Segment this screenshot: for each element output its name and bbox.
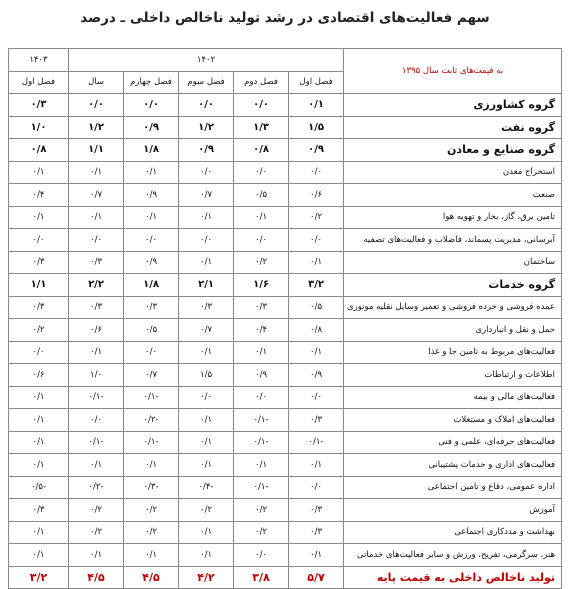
value-cell: ۰/۳ — [9, 251, 69, 274]
value-cell: ۱/۱ — [9, 274, 69, 297]
table-row — [9, 116, 562, 139]
table-row — [9, 341, 562, 364]
unit-note: به قیمت‌های ثابت سال ۱۳۹۵ — [344, 49, 562, 94]
table-row — [9, 229, 562, 252]
value-cell: ۰/۲ — [124, 499, 179, 522]
value-cell: ۰/۰ — [234, 229, 289, 252]
value-cell: ۰/۱ — [9, 431, 69, 454]
col-1402-q3: فصل سوم — [179, 71, 234, 94]
table-row — [9, 206, 562, 229]
value-cell: ۰/۱ — [234, 206, 289, 229]
value-cell: ۰/۵ — [289, 296, 344, 319]
value-cell: ۰/۱ — [289, 544, 344, 567]
value-cell: ۰/۰ — [179, 386, 234, 409]
value-cell: ۰/۰ — [234, 94, 289, 117]
value-cell: ۰/۱ — [179, 454, 234, 477]
value-cell: ۰/۱ — [69, 341, 124, 364]
value-cell: ۰/۰ — [289, 229, 344, 252]
table-row — [9, 476, 562, 499]
value-cell: ۰/۰ — [9, 341, 69, 364]
value-cell: -۰/۱ — [234, 431, 289, 454]
total-row — [9, 566, 562, 589]
value-cell: ۰/۰ — [69, 229, 124, 252]
value-cell: -۰/۲ — [69, 476, 124, 499]
row-label: ساختمان — [344, 251, 562, 274]
value-cell: ۰/۹ — [124, 251, 179, 274]
total-value-cell: ۳/۲ — [9, 566, 69, 589]
value-cell: ۰/۰ — [124, 341, 179, 364]
row-label: هنر، سرگرمی، تفریح، ورزش و سایر فعالیت‌های خدماتی — [344, 544, 562, 567]
value-cell: ۰/۰ — [234, 161, 289, 184]
col-1402-year: سال — [69, 71, 124, 94]
value-cell: ۰/۱ — [179, 409, 234, 432]
value-cell: ۰/۱ — [69, 161, 124, 184]
row-label: گروه نفت — [344, 116, 562, 139]
table-row — [9, 94, 562, 117]
value-cell: -۰/۳ — [124, 476, 179, 499]
value-cell: ۱/۳ — [234, 116, 289, 139]
value-cell: -۰/۱ — [69, 431, 124, 454]
value-cell: ۰/۳ — [179, 296, 234, 319]
row-label: عمده فروشی و خرده فروشی و تعمیر وسایل نقلیه موتوری — [344, 296, 562, 319]
value-cell: ۰/۲ — [234, 251, 289, 274]
table-row — [9, 251, 562, 274]
row-label: استخراج معدن — [344, 161, 562, 184]
total-value-cell: ۳/۸ — [234, 566, 289, 589]
page-title: سهم فعالیت‌های اقتصادی در رشد تولید ناخالص داخلی ـ درصد — [80, 10, 490, 26]
row-label: گروه خدمات — [344, 274, 562, 297]
value-cell: ۰/۱ — [124, 544, 179, 567]
total-value-cell: ۴/۵ — [69, 566, 124, 589]
value-cell: ۱/۲ — [179, 116, 234, 139]
table-row — [9, 431, 562, 454]
table-body — [9, 94, 562, 589]
value-cell: ۰/۴ — [234, 319, 289, 342]
value-cell: ۰/۰ — [289, 161, 344, 184]
value-cell: ۰/۱ — [69, 206, 124, 229]
col-1402-q4: فصل چهارم — [124, 71, 179, 94]
value-cell: ۰/۰ — [234, 386, 289, 409]
value-cell: ۰/۳ — [9, 499, 69, 522]
row-label: بهداشت و مددکاری اجتماعی — [344, 521, 562, 544]
value-cell: ۰/۷ — [69, 184, 124, 207]
value-cell: -۰/۱ — [124, 386, 179, 409]
value-cell: ۰/۰ — [9, 229, 69, 252]
value-cell: ۰/۲ — [9, 319, 69, 342]
value-cell: ۰/۰ — [124, 94, 179, 117]
total-label: تولید ناخالص داخلی به قیمت پایه — [344, 566, 562, 589]
row-label: گروه صنایع و معادن — [344, 139, 562, 162]
value-cell: ۰/۲ — [124, 521, 179, 544]
value-cell: ۰/۰ — [69, 409, 124, 432]
value-cell: ۰/۱ — [9, 161, 69, 184]
row-label: فعالیت‌های حرفه‌ای، علمی و فنی — [344, 431, 562, 454]
row-label: گروه کشاورزی — [344, 94, 562, 117]
row-label: آبرسانی، مدیریت پسماند، فاضلاب و فعالیت‌های تصفیه — [344, 229, 562, 252]
value-cell: ۱/۵ — [179, 364, 234, 387]
value-cell: ۰/۰ — [69, 94, 124, 117]
table-row — [9, 274, 562, 297]
value-cell: ۰/۰ — [289, 476, 344, 499]
value-cell: -۰/۲ — [124, 409, 179, 432]
value-cell: ۰/۱ — [289, 341, 344, 364]
row-label: اطلاعات و ارتباطات — [344, 364, 562, 387]
value-cell: ۰/۳ — [289, 521, 344, 544]
value-cell: ۰/۸ — [234, 139, 289, 162]
table-row — [9, 499, 562, 522]
value-cell: ۰/۱ — [124, 206, 179, 229]
total-value-cell: ۵/۷ — [289, 566, 344, 589]
value-cell: -۰/۱ — [124, 431, 179, 454]
total-value-cell: ۴/۲ — [179, 566, 234, 589]
value-cell: ۰/۲ — [69, 499, 124, 522]
value-cell: ۰/۷ — [179, 184, 234, 207]
value-cell: ۰/۹ — [124, 116, 179, 139]
value-cell: ۰/۱ — [9, 454, 69, 477]
value-cell: ۰/۶ — [289, 184, 344, 207]
value-cell: -۰/۱ — [289, 431, 344, 454]
year-1403: ۱۴۰۳ — [9, 49, 69, 72]
value-cell: ۰/۵ — [234, 184, 289, 207]
value-cell: ۱/۸ — [124, 139, 179, 162]
value-cell: -۰/۵ — [9, 476, 69, 499]
value-cell: ۰/۱ — [69, 544, 124, 567]
value-cell: ۰/۶ — [69, 319, 124, 342]
table-row — [9, 364, 562, 387]
value-cell: ۰/۰ — [179, 161, 234, 184]
value-cell: ۰/۲ — [289, 206, 344, 229]
row-label: تامین برق، گاز، بخار و تهویه هوا — [344, 206, 562, 229]
value-cell: ۰/۱ — [179, 251, 234, 274]
total-value-cell: ۴/۵ — [124, 566, 179, 589]
value-cell: -۰/۱ — [69, 386, 124, 409]
table-row — [9, 544, 562, 567]
value-cell: ۰/۳ — [124, 296, 179, 319]
value-cell: ۰/۹ — [289, 364, 344, 387]
value-cell: ۰/۷ — [179, 319, 234, 342]
value-cell: ۰/۸ — [9, 139, 69, 162]
row-label: صنعت — [344, 184, 562, 207]
value-cell: ۰/۱ — [124, 454, 179, 477]
value-cell: ۱/۶ — [234, 274, 289, 297]
col-1403-q1: فصل اول — [9, 71, 69, 94]
value-cell: ۰/۹ — [289, 139, 344, 162]
header-row-years — [9, 49, 562, 72]
value-cell: ۲/۱ — [179, 274, 234, 297]
value-cell: ۰/۶ — [9, 364, 69, 387]
row-label: حمل و نقل و انبارداری — [344, 319, 562, 342]
value-cell: ۰/۳ — [9, 296, 69, 319]
value-cell: ۰/۱ — [179, 544, 234, 567]
row-label: اداره عمومی، دفاع و تامین اجتماعی — [344, 476, 562, 499]
value-cell: ۰/۰ — [179, 94, 234, 117]
value-cell: ۰/۲ — [179, 499, 234, 522]
table-row — [9, 161, 562, 184]
value-cell: ۰/۲ — [69, 521, 124, 544]
table-row — [9, 521, 562, 544]
value-cell: ۰/۱ — [9, 206, 69, 229]
value-cell: ۰/۰ — [124, 229, 179, 252]
value-cell: ۰/۱ — [179, 341, 234, 364]
table-row — [9, 454, 562, 477]
value-cell: ۰/۴ — [9, 184, 69, 207]
value-cell: ۱/۱ — [69, 139, 124, 162]
value-cell: ۰/۳ — [289, 409, 344, 432]
value-cell: ۰/۳ — [69, 251, 124, 274]
value-cell: ۰/۳ — [289, 499, 344, 522]
value-cell: ۲/۲ — [69, 274, 124, 297]
year-1402: ۱۴۰۲ — [69, 49, 344, 72]
value-cell: ۰/۱ — [69, 454, 124, 477]
value-cell: ۱/۸ — [124, 274, 179, 297]
gdp-contribution-table — [8, 48, 562, 589]
value-cell: ۰/۳ — [69, 296, 124, 319]
value-cell: ۰/۱ — [289, 251, 344, 274]
value-cell: ۱/۵ — [289, 116, 344, 139]
value-cell: ۰/۱ — [9, 521, 69, 544]
value-cell: ۰/۱ — [179, 521, 234, 544]
row-label: آموزش — [344, 499, 562, 522]
value-cell: ۰/۱ — [9, 409, 69, 432]
value-cell: ۰/۸ — [289, 319, 344, 342]
value-cell: ۰/۱ — [9, 386, 69, 409]
value-cell: ۰/۱ — [179, 431, 234, 454]
value-cell: ۰/۳ — [9, 94, 69, 117]
table-row — [9, 386, 562, 409]
value-cell: ۰/۱ — [289, 454, 344, 477]
col-1402-q2: فصل دوم — [234, 71, 289, 94]
value-cell: ۰/۱ — [289, 94, 344, 117]
value-cell: ۰/۲ — [234, 499, 289, 522]
value-cell: ۰/۹ — [234, 364, 289, 387]
value-cell: -۰/۱ — [234, 409, 289, 432]
value-cell: -۰/۱ — [234, 476, 289, 499]
value-cell: ۰/۱ — [234, 454, 289, 477]
value-cell: ۱/۰ — [9, 116, 69, 139]
col-1402-q1: فصل اول — [289, 71, 344, 94]
value-cell: ۰/۹ — [124, 184, 179, 207]
value-cell: ۰/۰ — [179, 229, 234, 252]
value-cell: ۳/۲ — [289, 274, 344, 297]
value-cell: ۰/۷ — [124, 364, 179, 387]
table-row — [9, 139, 562, 162]
row-label: فعالیت‌های مالی و بیمه — [344, 386, 562, 409]
row-label: فعالیت‌های املاک و مستغلات — [344, 409, 562, 432]
value-cell: ۱/۲ — [69, 116, 124, 139]
row-label: فعالیت‌های مربوط به تامین جا و غذا — [344, 341, 562, 364]
value-cell: ۰/۰ — [234, 544, 289, 567]
value-cell: ۰/۲ — [234, 521, 289, 544]
value-cell: ۰/۳ — [234, 296, 289, 319]
row-label: فعالیت‌های اداری و خدمات پشتیبانی — [344, 454, 562, 477]
value-cell: ۰/۹ — [179, 139, 234, 162]
value-cell: ۰/۱ — [124, 161, 179, 184]
table-row — [9, 409, 562, 432]
value-cell: ۰/۱ — [234, 341, 289, 364]
value-cell: ۰/۱ — [179, 206, 234, 229]
table-row — [9, 184, 562, 207]
value-cell: ۰/۱ — [9, 544, 69, 567]
table-row — [9, 296, 562, 319]
value-cell: -۰/۴ — [179, 476, 234, 499]
table-row — [9, 319, 562, 342]
value-cell: ۰/۰ — [289, 386, 344, 409]
value-cell: ۰/۵ — [124, 319, 179, 342]
value-cell: ۱/۰ — [69, 364, 124, 387]
